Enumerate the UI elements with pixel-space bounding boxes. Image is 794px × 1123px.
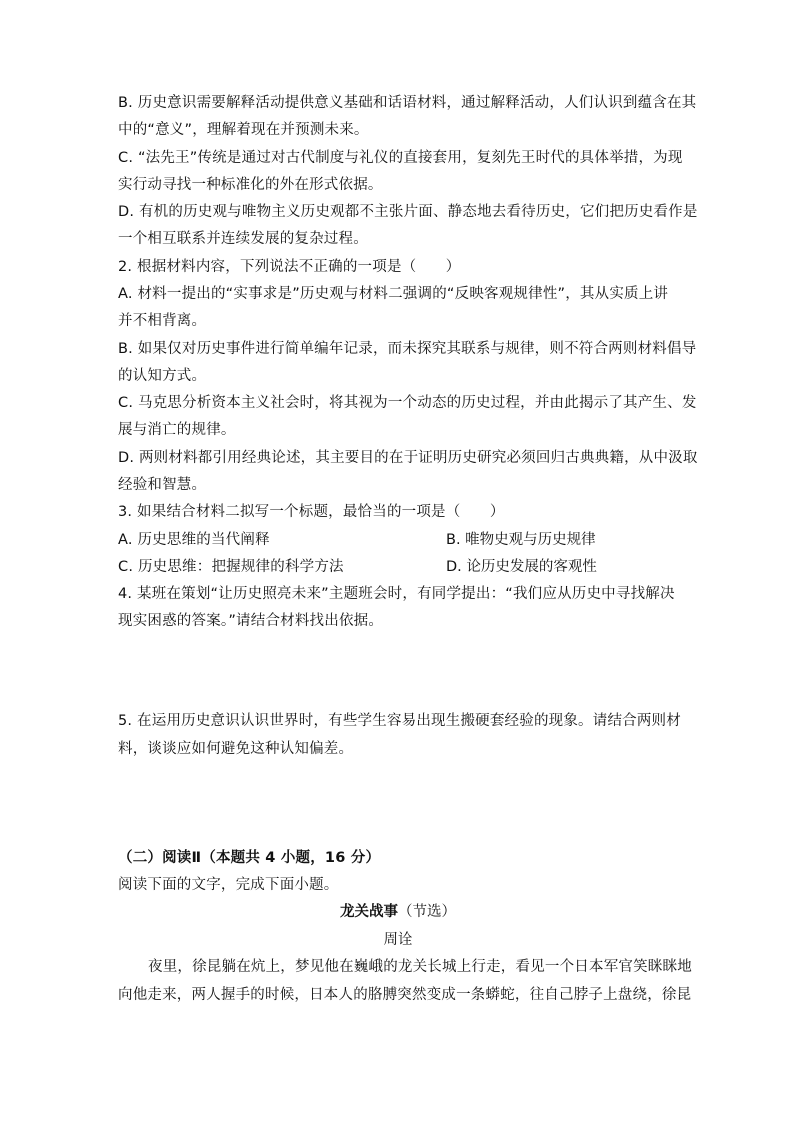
option-b-line1: B. 历史意识需要解释活动提供意义基础和话语材料，通过解释活动，人们认识到蕴含在其 [118,95,697,111]
section-heading: （二）阅读Ⅱ（本题共 4 小题，16 分） [118,850,381,866]
q2-option-c-line1: C. 马克思分析资本主义社会时，将其视为一个动态的历史过程，并由此揭示了其产生、发 [118,395,697,411]
option-c-line2: 实行动寻找一种标准化的外在形式依据。 [118,177,383,193]
passage-author: 周诠 [383,932,413,948]
q2-option-d-line2: 经验和智慧。 [118,477,207,493]
q3-option-c: C. 历史思维：把握规律的科学方法 [118,559,344,575]
q2-option-b-line2: 的认知方式。 [118,368,207,384]
section-instruction: 阅读下面的文字，完成下面小题。 [118,877,339,893]
option-d-line1: D. 有机的历史观与唯物主义历史观都不主张片面、静态地去看待历史，它们把历史看作是 [118,204,698,220]
question-4-line2: 现实困惑的答案。”请结合材料找出依据。 [118,613,384,629]
option-b-line2: 中的“意义”，理解着现在并预测未来。 [118,122,369,138]
option-c-line1: C. “法先王”传统是通过对古代制度与礼仪的直接套用，复刻先王时代的具体举措，为现 [118,150,683,166]
q3-option-b: B. 唯物史观与历史规律 [446,532,596,548]
option-d-line2: 一个相互联系并连续发展的复杂过程。 [118,231,368,247]
q3-option-d: D. 论历史发展的客观性 [446,559,597,575]
q2-option-a-line1: A. 材料一提出的“实事求是”历史观与材料二强调的“反映客观规律性”，其从实质上讲 [118,286,669,302]
question-5-line1: 5. 在运用历史意识认识世界时，有些学生容易出现生搬硬套经验的现象。请结合两则材 [118,713,681,729]
question-2: 2. 根据材料内容，下列说法不正确的一项是（ ） [118,259,461,275]
question-3: 3. 如果结合材料二拟写一个标题，最恰当的一项是（ ） [118,504,505,520]
passage-paragraph-line2: 向他走来，两人握手的时候，日本人的胳膊突然变成一条蟒蛇，往自己脖子上盘绕，徐昆 [118,987,692,1003]
q2-option-b-line1: B. 如果仅对历史事件进行简单编年记录，而未探究其联系与规律，则不符合两则材料倡导 [118,341,697,357]
question-5-line2: 料，谈谈应如何避免这种认知偏差。 [118,741,354,757]
q2-option-d-line1: D. 两则材料都引用经典论述，其主要目的在于证明历史研究必须回归古典典籍，从中汲取 [118,450,698,466]
q2-option-c-line2: 展与消亡的规律。 [118,422,236,438]
passage-title-main: 龙关战事 [340,904,398,920]
q3-option-a: A. 历史思维的当代阐释 [118,532,270,548]
passage-title-note: （节选） [398,904,456,920]
q2-option-a-line2: 并不相背离。 [118,313,207,329]
passage-title [118,899,678,926]
question-4-line1: 4. 某班在策划“让历史照亮未来”主题班会时，有同学提出：“我们应从历史中寻找解决 [118,586,675,602]
passage-paragraph-line1: 夜里，徐昆躺在炕上，梦见他在巍峨的龙关长城上行走，看见一个日本军官笑眯眯地 [148,959,692,975]
